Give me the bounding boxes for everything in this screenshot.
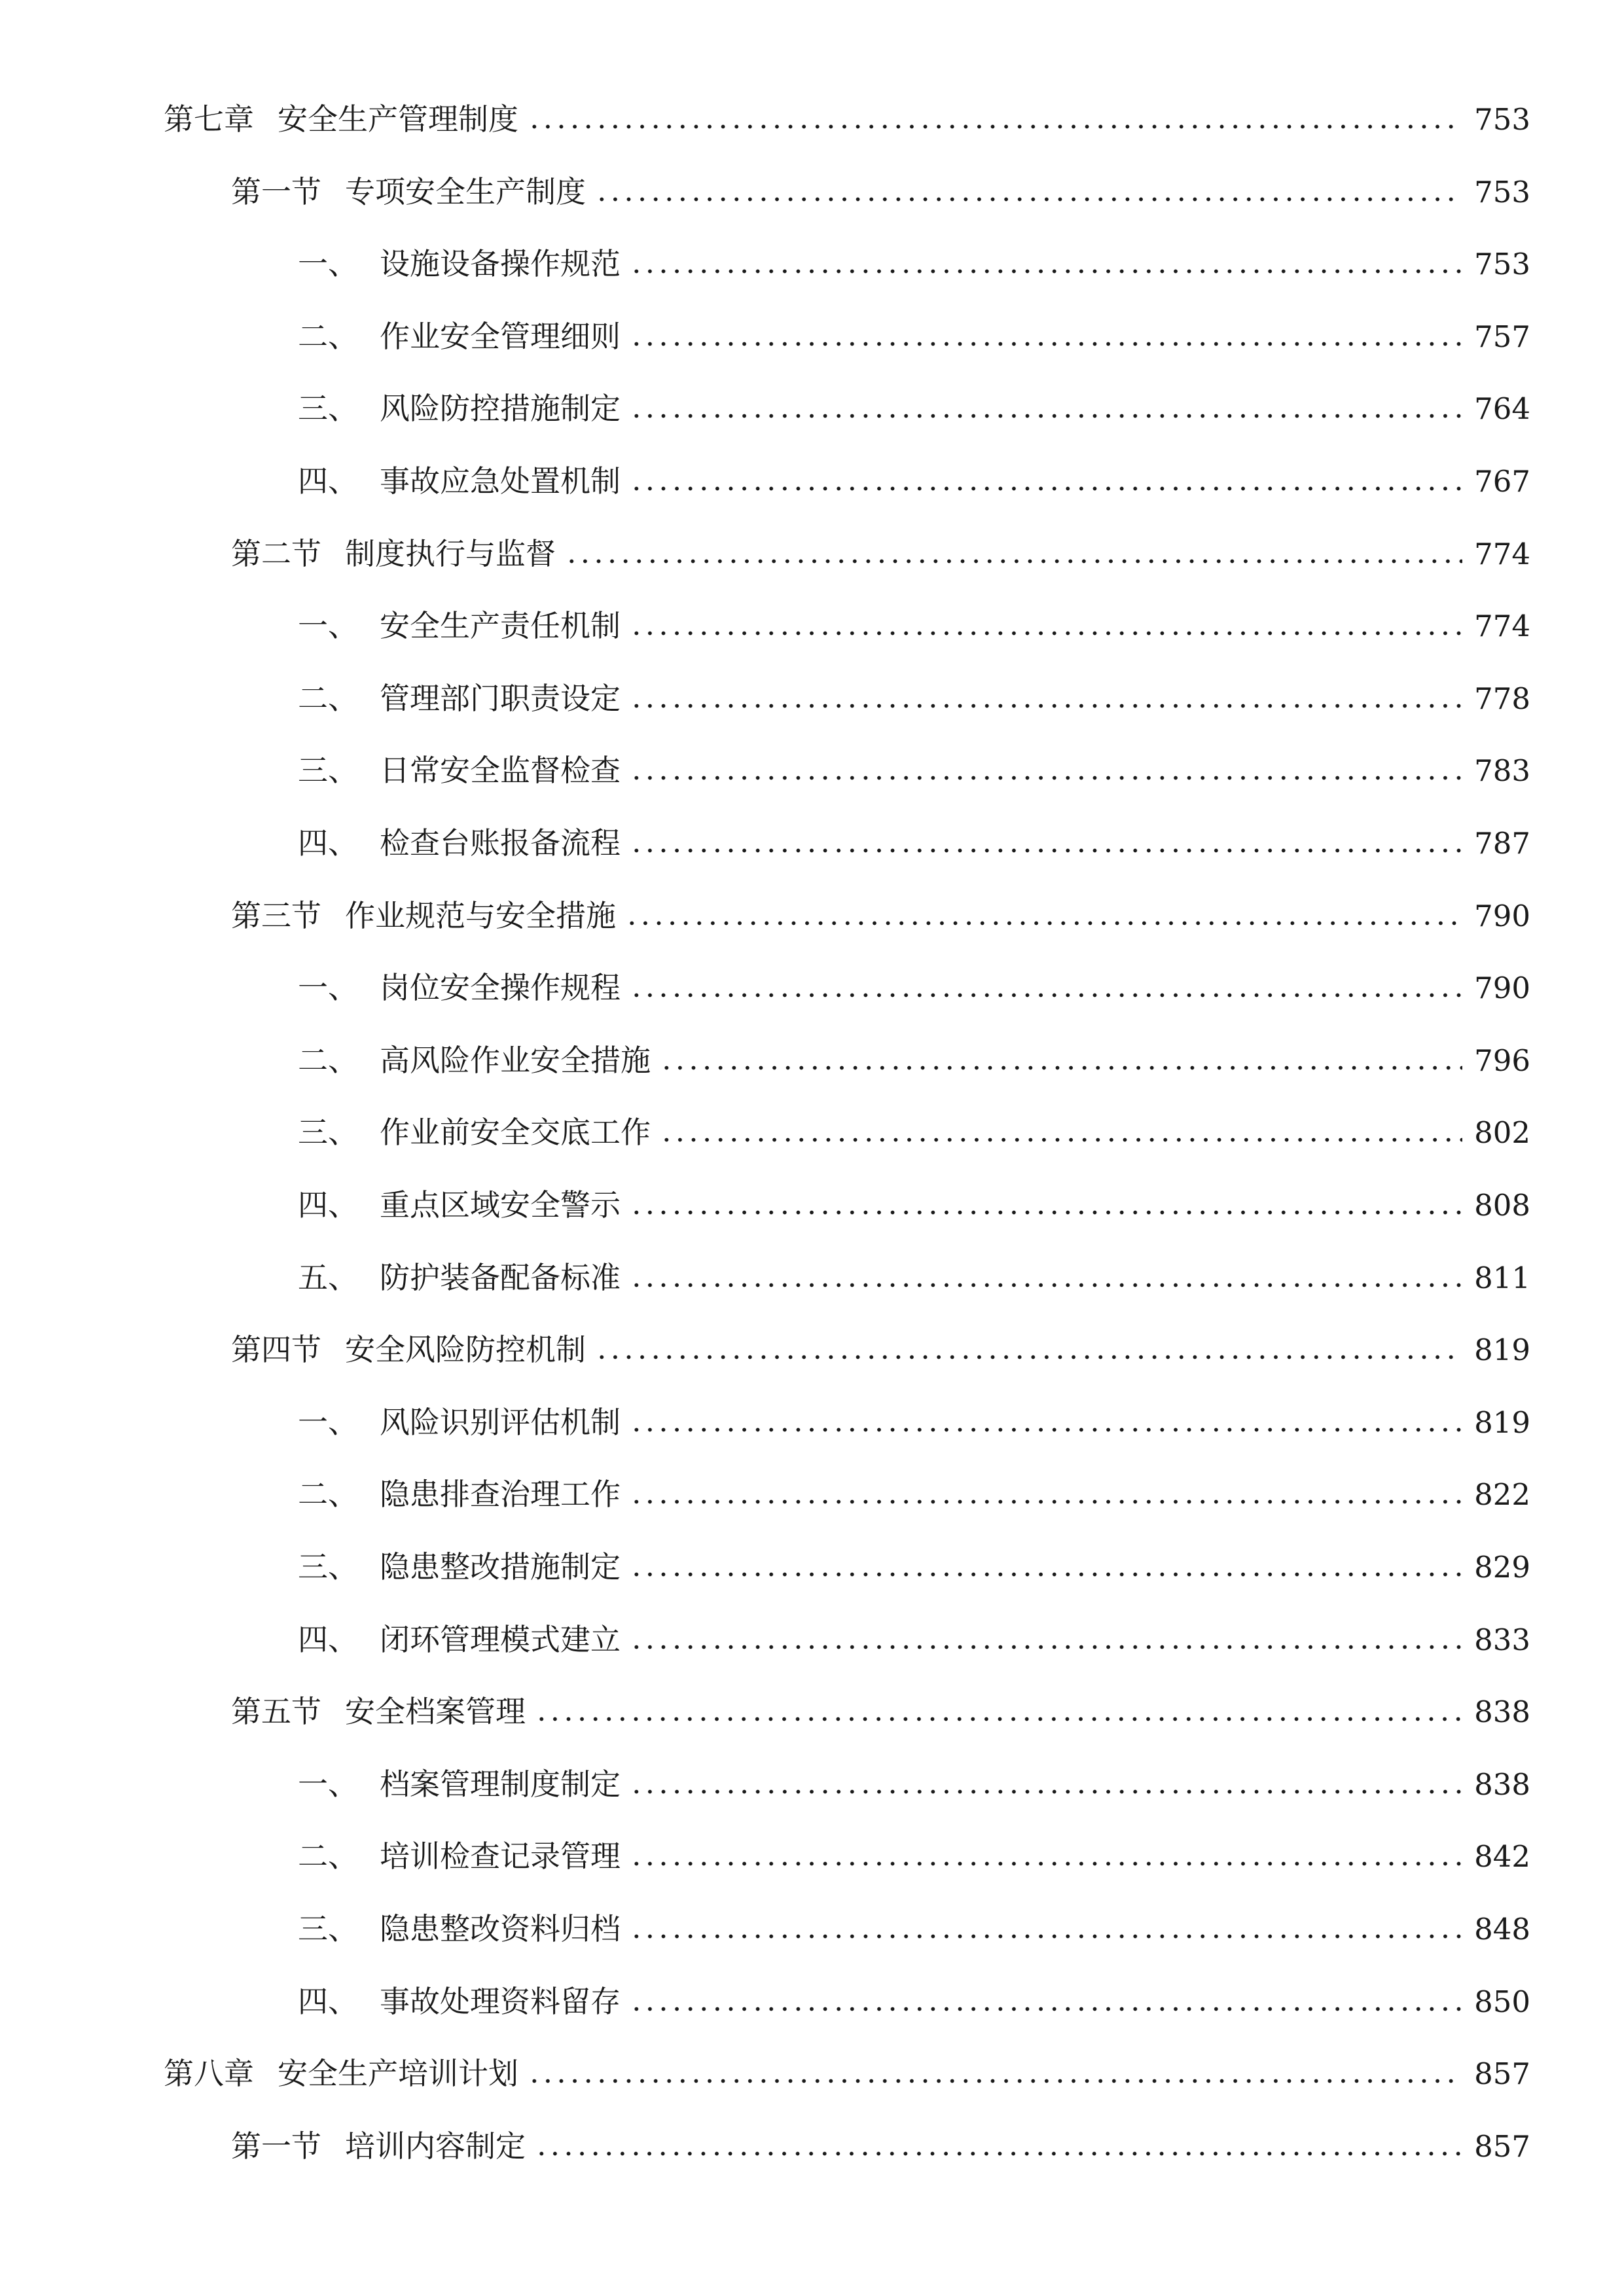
toc-entry-page-number: 819 (1474, 1405, 1530, 1440)
dot-leader (630, 414, 1462, 418)
dot-leader (630, 2007, 1462, 2011)
toc-entry-number: 一、 (298, 246, 358, 281)
toc-entry-number: 四、 (298, 1622, 358, 1657)
toc-entry-title: 风险识别评估机制 (380, 1405, 621, 1440)
toc-entry-number: 三、 (298, 1911, 358, 1946)
toc-subsection-entry[interactable] (298, 1463, 1530, 1512)
toc-entry-page-number: 838 (1474, 1767, 1530, 1802)
toc-entry-title: 专项安全生产制度 (345, 174, 586, 209)
toc-subsection-entry[interactable] (298, 1174, 1530, 1223)
dot-leader (630, 1210, 1462, 1215)
toc-entry-page-number: 808 (1474, 1188, 1530, 1223)
toc-subsection-entry[interactable] (298, 1825, 1530, 1874)
toc-entry-number: 第五节 (231, 1694, 321, 1729)
toc-entry-page-number: 783 (1474, 753, 1530, 788)
dot-leader (630, 1499, 1462, 1504)
toc-entry-page-number: 787 (1474, 826, 1530, 861)
toc-chapter-entry[interactable] (164, 88, 1530, 137)
toc-entry-number: 第八章 (164, 2056, 254, 2091)
dot-leader (630, 993, 1462, 997)
toc-entry-page-number: 790 (1474, 971, 1530, 1005)
toc-section-entry[interactable] (231, 161, 1530, 207)
dot-leader (630, 704, 1462, 708)
toc-entry-number: 四、 (298, 463, 358, 499)
toc-entry-page-number: 774 (1474, 609, 1530, 643)
toc-entry-title: 闭环管理模式建立 (380, 1622, 621, 1657)
toc-entry-title: 培训检查记录管理 (380, 1839, 621, 1874)
dot-leader (630, 269, 1462, 274)
toc-entry-page-number: 778 (1474, 681, 1530, 716)
toc-subsection-entry[interactable] (298, 1898, 1530, 1944)
toc-entry-page-number: 822 (1474, 1477, 1530, 1512)
dot-leader (630, 1934, 1462, 1939)
toc-entry-number: 三、 (298, 753, 358, 788)
toc-entry-page-number: 833 (1474, 1623, 1530, 1657)
toc-entry-page-number: 850 (1474, 1984, 1530, 2019)
toc-entry-number: 四、 (298, 1187, 358, 1223)
toc-entry-title: 防护装备配备标准 (380, 1260, 621, 1295)
toc-subsection-entry[interactable] (298, 1030, 1530, 1078)
toc-entry-title: 安全生产管理制度 (278, 101, 518, 137)
toc-entry-title: 培训内容制定 (345, 2128, 526, 2164)
toc-section-entry[interactable] (231, 885, 1530, 931)
toc-entry-number: 五、 (298, 1260, 358, 1295)
toc-subsection-entry[interactable] (298, 1247, 1530, 1293)
toc-chapter-entry[interactable] (164, 2043, 1530, 2089)
toc-entry-page-number: 811 (1474, 1261, 1530, 1295)
toc-entry-title: 作业规范与安全措施 (345, 898, 616, 933)
toc-entry-number: 一、 (298, 1405, 358, 1440)
toc-entry-page-number: 753 (1474, 102, 1530, 137)
toc-entry-number: 四、 (298, 825, 358, 861)
toc-entry-title: 检查台账报备流程 (380, 825, 621, 861)
toc-subsection-entry[interactable] (298, 1609, 1530, 1655)
dot-leader (630, 1283, 1462, 1287)
toc-entry-number: 二、 (298, 1043, 358, 1078)
dot-leader (630, 1427, 1462, 1432)
toc-entry-page-number: 757 (1474, 319, 1530, 354)
toc-subsection-entry[interactable] (298, 306, 1530, 354)
toc-entry-number: 一、 (298, 608, 358, 643)
toc-subsection-entry[interactable] (298, 450, 1530, 499)
toc-entry-title: 作业安全管理细则 (380, 319, 621, 354)
toc-entry-number: 四、 (298, 1984, 358, 2019)
toc-entry-title: 事故应急处置机制 (380, 463, 621, 499)
dot-leader (630, 848, 1462, 853)
toc-entry-number: 第二节 (231, 536, 321, 571)
toc-section-entry[interactable] (231, 1319, 1530, 1365)
toc-entry-number: 第四节 (231, 1332, 321, 1367)
toc-entry-title: 隐患整改资料归档 (380, 1911, 621, 1946)
dot-leader (630, 1861, 1462, 1866)
toc-entry-page-number: 796 (1474, 1043, 1530, 1078)
toc-entry-title: 安全生产培训计划 (278, 2056, 518, 2091)
dot-leader (630, 1572, 1462, 1577)
toc-subsection-entry[interactable] (298, 378, 1530, 426)
toc-subsection-entry[interactable] (298, 957, 1530, 1003)
toc-entry-page-number: 842 (1474, 1839, 1530, 1874)
toc-entry-page-number: 838 (1474, 1695, 1530, 1729)
toc-entry-page-number: 774 (1474, 537, 1530, 571)
dot-leader (565, 559, 1462, 564)
toc-subsection-entry[interactable] (298, 812, 1530, 861)
dot-leader (535, 1717, 1462, 1721)
toc-entry-number: 第一节 (231, 174, 321, 209)
toc-subsection-entry[interactable] (298, 740, 1530, 788)
toc-entry-number: 二、 (298, 1477, 358, 1512)
toc-entry-number: 三、 (298, 1115, 358, 1150)
toc-entry-title: 档案管理制度制定 (380, 1767, 621, 1802)
toc-subsection-entry[interactable] (298, 1391, 1530, 1440)
toc-entry-title: 设施设备操作规范 (380, 246, 621, 281)
toc-entry-number: 第三节 (231, 898, 321, 933)
toc-entry-page-number: 753 (1474, 175, 1530, 209)
toc-entry-title: 事故处理资料留存 (380, 1984, 621, 2019)
toc-entry-title: 岗位安全操作规程 (380, 970, 621, 1005)
dot-leader (595, 197, 1462, 202)
dot-leader (625, 921, 1462, 925)
toc-entry-title: 安全风险防控机制 (345, 1332, 586, 1367)
toc-entry-page-number: 767 (1474, 464, 1530, 499)
toc-subsection-entry[interactable] (298, 233, 1530, 279)
toc-entry-title: 安全档案管理 (345, 1694, 526, 1729)
dot-leader (630, 1645, 1462, 1649)
toc-entry-page-number: 857 (1474, 2056, 1530, 2091)
toc-entry-title: 隐患整改措施制定 (380, 1549, 621, 1585)
dot-leader (535, 2151, 1462, 2156)
toc-entry-page-number: 857 (1474, 2129, 1530, 2164)
toc-entry-page-number: 802 (1474, 1115, 1530, 1150)
toc-entry-title: 管理部门职责设定 (380, 681, 621, 716)
dot-leader (630, 1789, 1462, 1794)
toc-entry-title: 重点区域安全警示 (380, 1187, 621, 1223)
toc-entry-title: 风险防控措施制定 (380, 391, 621, 426)
toc-entry-page-number: 764 (1474, 391, 1530, 426)
toc-subsection-entry[interactable] (298, 1753, 1530, 1802)
dot-leader (595, 1355, 1462, 1359)
toc-subsection-entry[interactable] (298, 1536, 1530, 1585)
toc-section-entry[interactable] (231, 523, 1530, 569)
toc-entry-page-number: 829 (1474, 1550, 1530, 1585)
toc-entry-number: 二、 (298, 681, 358, 716)
toc-section-entry[interactable] (231, 1681, 1530, 1727)
toc-entry-number: 三、 (298, 391, 358, 426)
toc-subsection-entry[interactable] (298, 1102, 1530, 1150)
toc-subsection-entry[interactable] (298, 668, 1530, 716)
toc-entry-page-number: 848 (1474, 1912, 1530, 1946)
dot-leader (528, 124, 1462, 129)
toc-entry-page-number: 753 (1474, 247, 1530, 281)
dot-leader (528, 2079, 1462, 2083)
toc-entry-page-number: 790 (1474, 899, 1530, 933)
toc-entry-number: 一、 (298, 970, 358, 1005)
toc-entry-title: 高风险作业安全措施 (380, 1043, 651, 1078)
dot-leader (660, 1138, 1462, 1142)
toc-entry-title: 日常安全监督检查 (380, 753, 621, 788)
toc-entry-number: 第七章 (164, 101, 254, 137)
toc-entry-number: 一、 (298, 1767, 358, 1802)
dot-leader (630, 486, 1462, 491)
dot-leader (660, 1066, 1462, 1070)
dot-leader (630, 776, 1462, 780)
toc-entry-title: 制度执行与监督 (345, 536, 556, 571)
toc-subsection-entry[interactable] (298, 1971, 1530, 2017)
dot-leader (630, 631, 1462, 636)
toc-entry-number: 三、 (298, 1549, 358, 1585)
dot-leader (630, 342, 1462, 346)
toc-entry-number: 第一节 (231, 2128, 321, 2164)
toc-entry-title: 隐患排查治理工作 (380, 1477, 621, 1512)
toc-entry-title: 安全生产责任机制 (380, 608, 621, 643)
toc-entry-number: 二、 (298, 319, 358, 354)
toc-subsection-entry[interactable] (298, 595, 1530, 641)
toc-entry-page-number: 819 (1474, 1333, 1530, 1367)
toc-entry-number: 二、 (298, 1839, 358, 1874)
toc-entry-title: 作业前安全交底工作 (380, 1115, 651, 1150)
toc-section-entry[interactable] (231, 2115, 1530, 2164)
